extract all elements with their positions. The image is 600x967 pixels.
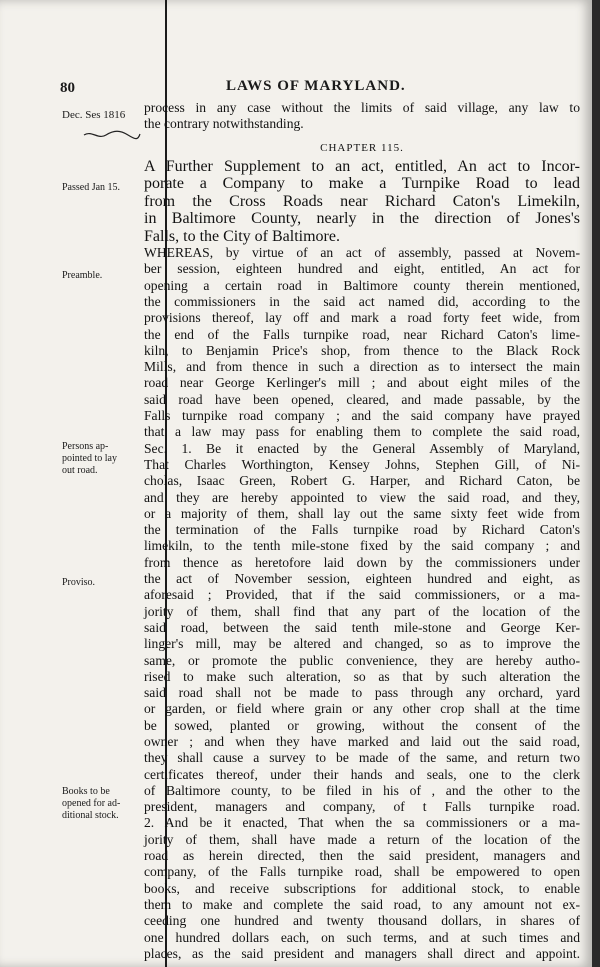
body-line: same, or promote the public convenience, they are hereby autho- <box>144 652 580 668</box>
body-line: Sec. 1. Be it enacted by the General Assembly of Maryland, <box>144 440 580 456</box>
body-line: president, managers and company, of t Falls turnpike road. <box>144 799 580 815</box>
body-line: said road have been opened, cleared, and made passable, by the <box>144 391 580 407</box>
body-line: the termination of the Falls turnpike road by Richard Caton's <box>144 522 580 538</box>
body-line: said road shall not be made to pass through any orchard, yard <box>144 685 580 701</box>
margin-note-persons: Persons ap- pointed to lay out road. <box>62 441 117 476</box>
body-line: provisions thereof, lay off and mark a road forty feet wide, from <box>144 310 580 326</box>
margin-note-books: Books to be opened for ad- ditional stock. <box>62 786 121 821</box>
act-title-line: from the Cross Roads near Richard Caton's Limekiln, <box>144 192 580 210</box>
intro-line: the contrary notwithstanding. <box>144 116 304 132</box>
body-line: that a law may pass for enabling them to complete the said road, <box>144 424 580 440</box>
body-line: the commissioners in the said act named did, according to the <box>144 293 580 309</box>
margin-note-session: Dec. Ses 1816 <box>62 109 126 121</box>
body-line: places, as the said president and managers shall direct and appoint. <box>144 945 580 961</box>
page-number: 80 <box>60 80 75 96</box>
body-line: cholas, Isaac Green, Robert G. Harper, and Richard Caton, be <box>144 473 580 489</box>
act-title-line: porate a Company to make a Turnpike Road to lead <box>144 175 580 193</box>
body-line: they shall cause a survey to be made of the same, and return two <box>144 750 580 766</box>
body-line: the end of the Falls turnpike road, near Richard Caton's lime- <box>144 326 580 342</box>
body-line: linger's mill, may be altered and changed, so as to improve the <box>144 636 580 652</box>
body-line: or a majority of them, shall lay out the same sixty feet wide from <box>144 505 580 521</box>
body-line: opening a certain road in Baltimore county therein mentioned, <box>144 277 580 293</box>
body-line: of Baltimore county, to be filed in his of , and the other to the <box>144 782 580 798</box>
body-line: owner ; and when they have marked and laid out the said road, <box>144 734 580 749</box>
body-line: ber session, eighteen hundred and eight, entitled, An act for <box>144 261 580 277</box>
body-line: said road, between the said tenth mile-stone and George Ker- <box>144 619 580 635</box>
margin-note-preamble: Preamble. <box>62 270 103 281</box>
act-title-line: Falls, to the City of Baltimore. <box>144 227 340 245</box>
flourish-ornament <box>82 130 142 140</box>
body-line: kiln, to Benjamin Price's shop, from thence to the Black Rock <box>144 342 580 358</box>
body-line: company, of the Falls turnpike road, shall be empowered to open <box>144 864 580 880</box>
running-title: LAWS OF MARYLAND. <box>226 78 406 94</box>
body-text <box>144 245 580 962</box>
margin-note-passed: Passed Jan 15. <box>62 182 121 193</box>
body-line: road as herein directed, then the said president, managers and <box>144 848 580 864</box>
body-line: jority of them, shall have made a return of the location of the <box>144 831 580 847</box>
body-line: and they are hereby appointed to view the said road, and they, <box>144 489 580 505</box>
main-text-column <box>144 100 580 962</box>
body-line: certificates thereof, under their hands and seals, one to the clerk <box>144 766 580 782</box>
body-line: be sowed, planted or growing, without the consent of the <box>144 717 580 733</box>
body-line: the act of November session, eighteen hundred and eight, as <box>144 571 580 587</box>
body-line: Falls turnpike road company ; and the said company have prayed <box>144 408 580 424</box>
act-title-line: in Baltimore County, nearly in the direction of Jones's <box>144 210 580 228</box>
body-line: limekiln, to the tenth mile-stone fixed by the said company ; and <box>144 538 580 554</box>
body-line: road near George Kerlinger's mill ; and about eight miles of the <box>144 375 580 391</box>
chapter-heading: CHAPTER 115. <box>320 141 404 154</box>
body-line: from thence as heretofore laid down by the commissioners under <box>144 554 580 570</box>
body-line: WHEREAS, by virtue of an act of assembly, passed at Novem- <box>144 245 580 261</box>
body-line: aforesaid ; Provided, that if the said commissioners, or a ma- <box>144 587 580 603</box>
body-line: rised to make such alteration, so as that by such alteration the <box>144 668 580 684</box>
body-line: jority of them, shall find that any part of the location of the <box>144 603 580 619</box>
body-line: 2. And be it enacted, That when the sa commissioners or a ma- <box>144 815 580 831</box>
body-line: ceeding one hundred and twenty thousand dollars, in shares of <box>144 913 580 929</box>
body-line: or garden, or field where grain or any other crop shall at the time <box>144 701 580 717</box>
body-line: one hundred dollars each, on such terms, and at such times and <box>144 929 580 945</box>
margin-note-proviso: Proviso. <box>62 577 96 588</box>
body-line: Mills, and from thence in such a direction as to intersect the main <box>144 359 580 375</box>
body-line: books, and receive subscriptions for additional stock, to enable <box>144 880 580 896</box>
act-title-line: A Further Supplement to an act, entitled, An act to Incor- <box>144 157 580 175</box>
body-line: them to make and complete the said road, to any amount not ex- <box>144 896 580 912</box>
intro-line: process in any case without the limits of said village, any law to <box>144 100 580 115</box>
body-line: That Charles Worthington, Kensey Johns, Stephen Gill, of Ni- <box>144 456 580 472</box>
